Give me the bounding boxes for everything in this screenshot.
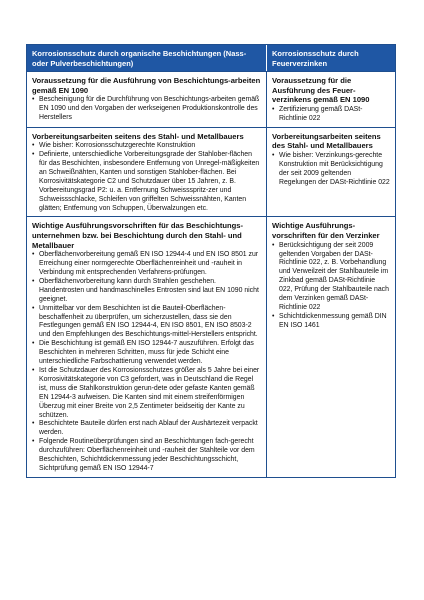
list-item: • Die Beschichtung ist gemäß EN ISO 12944-7 auszuführen. Erfolgt das Beschichten in mehreren Schritten, muss für jede Schicht eine unterschiedliche Farbschattierung verwendet werden.: [32, 340, 261, 367]
section-title: Wichtige Ausführungsvorschriften für das Beschichtungs-unternehmen bzw. bei Beschichtung durch den Stahl- und Metallbauer: [32, 221, 244, 250]
cell-organic-preparation: [27, 128, 267, 217]
section-title: Voraussetzung für die Ausführung des Feuer-verzinkens gemäß EN 1090: [272, 76, 370, 105]
section-title: Vorbereitungsarbeiten seitens des Stahl- und Metallbauers: [32, 131, 244, 141]
list-item: • Schichtdickenmessung gemäß DIN EN ISO 1461: [272, 313, 390, 331]
bullet-list: [272, 106, 390, 124]
bullet-list: [32, 142, 261, 213]
header-hot-dip-galvanizing: Korrosionsschutz durch Feuerverzinken: [272, 49, 359, 68]
bullet-list: [32, 251, 261, 474]
list-item: • Oberflächenvorbereitung gemäß EN ISO 12944-4 und EN ISO 8501 zur Erreichung einer normgerechte Oberflächenreinheit und -rauheit in Verbindung mit entsprechenden Verfahrens-prüfungen.: [32, 251, 261, 278]
cell-organic-execution-rules: [27, 217, 267, 476]
section-title: Voraussetzung für die Ausführung von Beschichtungs-arbeiten gemäß EN 1090: [32, 76, 261, 95]
cell-galvanizing-preparation: [267, 128, 395, 217]
section-title: Vorbereitungsarbeiten seitens des Stahl- und Metallbauers: [272, 131, 381, 151]
list-item: • Definierte, unterschiedliche Vorbereitungsgrade der Stahlober-flächen für das Beschichten, insbesondere Entfernung von Unregel-mäßigkeiten an Schweißnähten, Kanten und sonstigen Stahlober-flächen. Bei Korrosivitätskategorie C2 und Schutzdauer über 15 Jahren, z. B. Vorbereitungsgrad P2: u. a. Entfernung Schweissspritz-zer und Schweissschlacke, Schleifen von griffelten Schweissnähten, Kanten glätten; Entfernung von Schuppen, Überwalzungen etc.: [32, 151, 261, 213]
section-title: Wichtige Ausführungs-vorschriften für den Verzinker: [272, 221, 380, 241]
cell-galvanizing-requirements: [267, 72, 395, 127]
cell-galvanizing-execution-rules: [267, 217, 395, 476]
list-item: • Berücksichtigung der seit 2009 geltenden Vorgaben der DASt-Richtlinie 022, z. B. Vorbehandlung und Verweilzeit der Stahlbauteile im Zinkbad gemäß DASt-Richtlinie 022, Prüfung der Stahlbauteile nach dem Verzinken gemäß DASt-Richtlinie 022: [272, 242, 390, 313]
comparison-table: [26, 44, 396, 478]
list-item: • Zertifizierung gemäß DASt-Richtlinie 022: [272, 106, 390, 124]
header-organic-coatings: Korrosionsschutz durch organische Beschichtungen (Nass- oder Pulverbeschichtungen): [27, 45, 267, 71]
list-item: • Wie bisher: Korrosionsschutzgerechte Konstruktion: [32, 142, 261, 151]
bullet-list: [32, 96, 261, 123]
bullet-list: [272, 152, 390, 188]
list-item: • Wie bisher: Verzinkungs-gerechte Konstruktion mit Berücksichtigung der seit 2009 geltenden Regelungen der DASt-Richtlinie 022: [272, 152, 390, 188]
list-item: • Unmittelbar vor dem Beschichten ist die Bauteil-Oberflächen-beschaffenheit zu überprüfen, um sicherzustellen, dass sie den Festlegungen gemäß EN ISO 12944-4, EN ISO 8501, EN ISO 8503-2 und den Empfehlungen des Beschichtungs-mittel-Herstellers entspricht.: [32, 305, 261, 341]
table-row-requirements: [27, 71, 395, 127]
bullet-list: [272, 242, 390, 331]
list-item: • Folgende Routineüberprüfungen sind an Beschichtungen fach-gerecht durchzuführen: Oberflächenreinheit und -rauheit der Stahlteile vor dem Beschichten, Schichtdickenmessung jeder Beschichtungsschicht, Sichtprüfung gemäß EN ISO 12944-7: [32, 438, 261, 474]
table-row-execution-rules: [27, 216, 395, 476]
table-header-row: [27, 45, 395, 71]
cell-organic-requirements: [27, 72, 267, 127]
table-row-preparation: [27, 127, 395, 217]
list-item: • Beschichtete Bauteile dürfen erst nach Ablauf der Aushärtezeit verpackt werden.: [32, 420, 261, 438]
list-item: • Ist die Schutzdauer des Korrosionsschutzes größer als 5 Jahre bei einer Korrosivitätskategorie von C3 gefordert, was in Deutschland die Regel ist, muss die Stahlkonstruktion gerun-dete oder gefaste Kanten gemäß EN 12944-3 aufweisen. Die Kanten sind mit einem streifenförmigen Überzug mit einer Breite von 2,5 Zentimeter beidseitig der Kante zu schützen.: [32, 367, 261, 420]
list-item: • Oberflächenvorbereitung kann durch Strahlen geschehen. Handentrosten und handmaschinelles Entrosten sind laut EN 1090 nicht geeignet.: [32, 278, 261, 305]
list-item: • Bescheinigung für die Durchführung von Beschichtungs-arbeiten gemäß EN 1090 und den Vorgaben der werkseigenen Produktionskontrolle des Herstellers: [32, 96, 261, 123]
